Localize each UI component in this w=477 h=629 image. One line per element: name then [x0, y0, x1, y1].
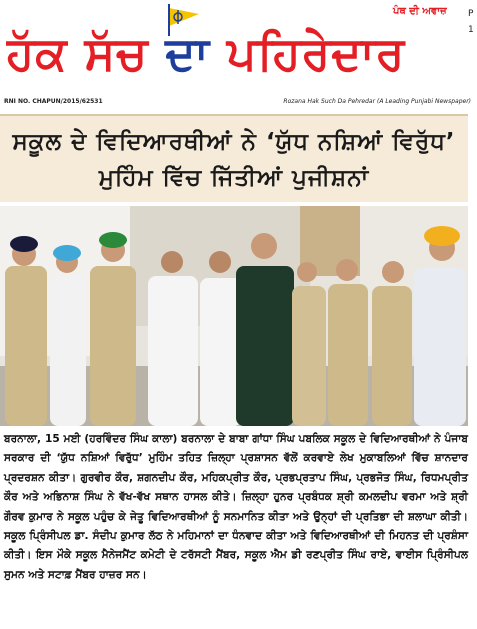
masthead: [0, 0, 477, 96]
masthead-title-part3: ਪਹਿਰੇਦਾਰ: [226, 26, 406, 80]
headline-box: [0, 114, 468, 202]
rni-number: RNI NO. CHAPUN/2015/62531: [4, 98, 103, 105]
masthead-title-part2: ਦਾ: [165, 26, 210, 80]
masthead-title-part1: ਹੱਕ ਸੱਚ: [6, 26, 149, 80]
masthead-subtitle: Rozana Hak Such Da Pehredar (A Leading Punjabi Newspaper): [283, 98, 471, 105]
article-body: ਬਰਨਾਲਾ, 15 ਮਈ (ਹਰਵਿੰਦਰ ਸਿੰਘ ਕਾਲਾ) ਬਰਨਾਲਾ ਦੇ ਬਾਬਾ ਗਾਂਧਾ ਸਿੰਘ ਪਬਲਿਕ ਸਕੂਲ ਦੇ ਵਿਦਿਆਰਥੀਆਂ ਨੇ ਪੰਜਾਬ ਸਰਕਾਰ ਦੀ ‘ਯੁੱਧ ਨਸ਼ਿਆਂ ਵਿਰੁੱਧ’ ਮੁਹਿੰਮ ਤਹਿਤ ਜ਼ਿਲ੍ਹਾ ਪ੍ਰਸ਼ਾਸਨ ਵੱਲੋਂ ਕਰਵਾਏ ਲੇਖ ਮੁਕਾਬਲਿਆਂ ਵਿੱਚ ਸ਼ਾਨਦਾਰ ਪ੍ਰਦਰਸ਼ਨ ਕੀਤਾ। ਗੁਰਵੀਰ ਕੌਰ, ਸ਼ਗਨਦੀਪ ਕੌਰ, ਮਹਿਕਪ੍ਰੀਤ ਕੌਰ, ਪ੍ਰਭਪ੍ਰਤਾਪ ਸਿੰਘ, ਪ੍ਰਭਜੋਤ ਸਿੰਘ, ਰਿਧਮਪ੍ਰੀਤ ਕੌਰ ਅਤੇ ਅਭਿਨਾਸ਼ ਸਿੰਘ ਨੇ ਵੱਖ-ਵੱਖ ਸਥਾਨ ਹਾਸਲ ਕੀਤੇ। ਜ਼ਿਲ੍ਹਾ ਹੁਨਰ ਪ੍ਰਬੰਧਕ ਸ਼੍ਰੀ ਕਮਲਦੀਪ ਵਰਮਾ ਅਤੇ ਸ਼੍ਰੀ ਗੌਰਵ ਕੁਮਾਰ ਨੇ ਸਕੂਲ ਪਹੁੰਚ ਕੇ ਜੇਤੂ ਵਿਦਿਆਰਥੀਆਂ ਨੂੰ ਸਨਮਾਨਿਤ ਕੀਤਾ ਅਤੇ ਉਨ੍ਹਾਂ ਦੀ ਪ੍ਰਤਿਭਾ ਦੀ ਸ਼ਲਾਘਾ ਕੀਤੀ। ਸਕੂਲ ਪ੍ਰਿੰਸੀਪਲ ਡਾ. ਸੰਦੀਪ ਕੁਮਾਰ ਲੱਠ ਨੇ ਮਹਿਮਾਨਾਂ ਦਾ ਧੰਨਵਾਦ ਕੀਤਾ ਅਤੇ ਵਿਦਿਆਰਥੀਆਂ ਦੀ ਮਿਹਨਤ ਦੀ ਪ੍ਰਸ਼ੰਸਾ ਕੀਤੀ। ਇਸ ਮੌਕੇ ਸਕੂਲ ਮੈਨੇਜਮੈਂਟ ਕਮੇਟੀ ਦੇ ਟਰੱਸਟੀ ਮੈਂਬਰ, ਸਕੂਲ ਐਮ ਡੀ ਰਣਪ੍ਰੀਤ ਸਿੰਘ ਰਾਏ, ਵਾਈਸ ਪ੍ਰਿੰਸੀਪਲ ਸੁਮਨ ਅਤੇ ਸਟਾਫ਼ ਮੈਂਬਰ ਹਾਜ਼ਰ ਸਨ।: [4, 433, 468, 581]
article-headline: ਸਕੂਲ ਦੇ ਵਿਦਿਆਰਥੀਆਂ ਨੇ ‘ਯੁੱਧ ਨਸ਼ਿਆਂ ਵਿਰੁੱਧ’ ਮੁਹਿੰਮ ਵਿੱਚ ਜਿੱਤੀਆਂ ਪੁਜੀਸ਼ਨਾਂ: [12, 129, 456, 191]
masthead-title: [6, 22, 461, 84]
edge-mark: P: [468, 9, 474, 19]
edge-marks: [468, 6, 474, 38]
group-photo: [0, 206, 468, 426]
masthead-tagline: ਪੰਥ ਦੀ ਅਵਾਜ਼: [393, 6, 447, 17]
edge-mark: 1: [468, 25, 474, 35]
group-photo-image: [0, 206, 468, 426]
